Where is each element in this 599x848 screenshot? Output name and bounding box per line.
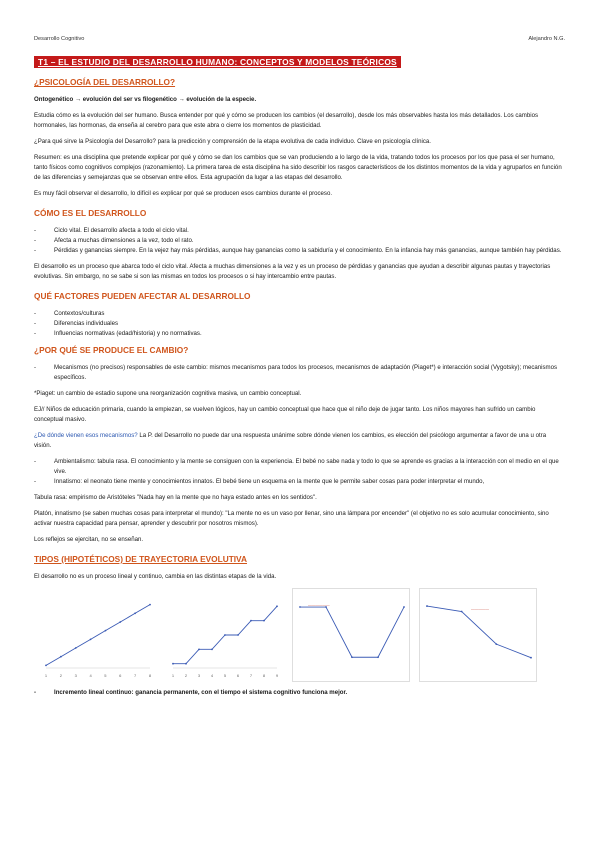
- list: [34, 457, 565, 487]
- paragraph: Es muy fácil observar el desarrollo, lo difícil es explicar por qué se producen esos cambios durante el proceso.: [34, 190, 333, 197]
- x-tick-label: 6: [236, 673, 240, 678]
- chart-u-shape: [292, 588, 410, 682]
- chart-decline: [419, 588, 537, 682]
- series-line: [427, 606, 531, 658]
- data-point: [60, 656, 62, 658]
- x-tick-label: 6: [119, 673, 122, 678]
- chart-svg-1: [165, 588, 283, 682]
- data-point: [403, 606, 405, 608]
- x-tick-label: 5: [223, 673, 227, 678]
- series-line: [300, 607, 404, 657]
- section-heading-como-es: CÓMO ES EL DESARROLLO: [34, 208, 147, 218]
- paragraph: Resumen: es una disciplina que pretende explicar por qué y cómo se dan los cambios que se van produciendo a lo largo de la vida, tratando todos los procesos por los que pasa el ser humano, tanto físicos como cognitivos complejos (razonamiento). La primera tarea de esta disciplina ha sido describir los rasgos característicos de los distintos momentos de la vida y agruparlos en función de las diferencias y semejanzas que se observan entre ellos. Esta agrupación da lugar a las etapas del desarrollo.: [34, 154, 562, 181]
- data-point: [75, 647, 77, 649]
- trajectory-charts: [34, 588, 565, 682]
- list-item: - Innatismo: el neonato tiene mente y conocimientos innatos. El bebé tiene un esquema en la mente que le permite saber cosas para poder interpretar el mundo,: [34, 477, 565, 487]
- x-tick-label: 2: [184, 673, 188, 678]
- list-item: - Contextos/culturas: [34, 309, 565, 319]
- list-item: - Incremento lineal continuo: ganancia permanente, con el tiempo el sistema cognitivo funciona mejor.: [34, 688, 565, 698]
- section-heading-factores: QUÉ FACTORES PUEDEN AFECTAR AL DESARROLLO: [34, 291, 251, 301]
- list-item: - Ambientalismo: tabula rasa. El conocimiento y la mente se consiguen con la experiencia. El bebé no sabe nada y todo lo que se aprende es gracias a la interacción con el medio en el que vive.: [34, 457, 565, 477]
- x-tick-label: 3: [74, 673, 77, 678]
- chart-linear: [38, 588, 156, 682]
- data-point: [276, 605, 278, 607]
- paragraph: EJ// Niños de educación primaria, cuando la empiezan, se vuelven lógicos, hay un cambio conceptual que hace que el niño deje de jugar tanto. Los niños mayores han sufrido un cambio conceptual masivo.: [34, 406, 536, 423]
- x-tick-label: 8: [148, 673, 152, 678]
- data-point: [224, 634, 226, 636]
- list-item: - Ciclo vital. El desarrollo afecta a todo el ciclo vital.: [34, 226, 565, 236]
- data-point: [299, 606, 301, 608]
- chart-svg-0: [38, 588, 156, 682]
- section-heading-cambio: ¿POR QUÉ SE PRODUCE EL CAMBIO?: [34, 345, 189, 355]
- question-text: La P. del Desarrollo no puede dar una respuesta unánime sobre dónde vienen los cambios, es elección del psicólogo argumentar a favor de una u otra visión.: [34, 432, 547, 449]
- legend-label: —————: [471, 607, 489, 611]
- data-point: [172, 663, 174, 665]
- question-link: ¿De dónde vienen esos mecanismos?: [34, 432, 138, 439]
- paragraph: [34, 431, 565, 451]
- data-point: [461, 611, 463, 613]
- data-point: [90, 638, 92, 640]
- data-point: [119, 621, 121, 623]
- header-course: Desarrollo Cognitivo: [34, 36, 85, 42]
- x-tick-label: 3: [197, 673, 201, 678]
- chart-svg-3: [419, 588, 537, 682]
- list: [34, 363, 565, 383]
- chart-svg-2: [292, 588, 410, 682]
- section-heading-trayectoria: TIPOS (HIPOTÉTICOS) DE TRAYECTORIA EVOLUTIVA: [34, 554, 247, 564]
- document-title: T1 – EL ESTUDIO DEL DESARROLLO HUMANO: CONCEPTOS Y MODELOS TEÓRICOS: [34, 56, 401, 68]
- paragraph: ¿Para qué sirve la Psicología del Desarrollo? para la predicción y comprensión de la etapa evolutiva de cada individuo. Clave en psicología clínica.: [34, 138, 431, 145]
- data-point: [250, 620, 252, 622]
- data-point: [45, 664, 47, 666]
- data-point: [263, 620, 265, 622]
- x-tick-label: 4: [89, 673, 92, 678]
- x-tick-label: 1: [44, 673, 48, 678]
- list-item: - Influencias normativas (edad/historia) y no normativas.: [34, 329, 565, 339]
- data-point: [149, 604, 151, 606]
- paragraph: Los reflejos se ejercitan, no se enseñan.: [34, 536, 144, 543]
- x-tick-label: 7: [134, 673, 137, 678]
- data-point: [426, 605, 428, 607]
- list-item: - Mecanismos (no precisos) responsables de este cambio: mismos mecanismos para todos los procesos, mecanismos de adaptación (Piaget*) e interacción social (Vygotsky); mecanismos específicos.: [34, 363, 565, 383]
- data-point: [237, 634, 239, 636]
- paragraph: El desarrollo es un proceso que abarca todo el ciclo vital. Afecta a muchas dimensiones a la vez y es un proceso de pérdidas y ganancias que ayudan a describir algunas pautas y trayectorias evolutivas. Sin embargo, no se sabe si son las mismas en todos los procesos o si hay intercambio entre pautas.: [34, 263, 551, 280]
- paragraph: *Piaget: un cambio de estadio supone una reorganización cognitiva masiva, un cambio conceptual.: [34, 390, 302, 397]
- x-tick-label: 8: [262, 673, 266, 678]
- x-tick-label: 7: [249, 673, 253, 678]
- data-point: [530, 657, 532, 659]
- paragraph: Estudia cómo es la evolución del ser humano. Busca entender por qué y cómo se producen los cambios (el desarrollo), desde los más observables hasta los más detallados. Los cambios hormonales, las hormonas, da enseña al cerebro para que este abra o cierre los momentos de plasticidad.: [34, 112, 539, 129]
- chart-stepwise: [165, 588, 283, 682]
- list: [34, 309, 565, 339]
- x-tick-label: 9: [275, 673, 279, 678]
- x-tick-label: 1: [171, 673, 175, 678]
- list: [34, 688, 565, 698]
- section-heading-psicologia: ¿PSICOLOGÍA DEL DESARROLLO?: [34, 77, 176, 87]
- x-tick-label: 2: [59, 673, 62, 678]
- data-point: [185, 663, 187, 665]
- data-point: [495, 643, 497, 645]
- data-point: [105, 630, 107, 632]
- data-point: [134, 612, 136, 614]
- list-item: - Diferencias individuales: [34, 319, 565, 329]
- legend-label: ——————: [308, 603, 330, 607]
- data-point: [198, 648, 200, 650]
- data-point: [351, 656, 353, 658]
- paragraph: Ontogenético → evolución del ser vs filogenético → evolución de la especie.: [34, 96, 257, 103]
- header-author: Alejandro N.G.: [528, 36, 565, 42]
- paragraph: Tabula rasa: empirismo de Aristóteles "Nada hay en la mente que no haya estado antes en los sentidos".: [34, 494, 317, 501]
- data-point: [377, 656, 379, 658]
- paragraph: El desarrollo no es un proceso lineal y continuo, cambia en las distintas etapas de la vida.: [34, 573, 277, 580]
- paragraph: Platón, innatismo (se saben muchas cosas para interpretar el mundo): "La mente no es un vaso por llenar, sino una lámpara por encender" (el objetivo no es solo acumular conocimiento, sino activar nuestra capacidad para pensar, aprender y descubrir por nosotros mismos).: [34, 510, 549, 527]
- document-body: [34, 52, 565, 704]
- list-item: - Afecta a muchas dimensiones a la vez, todo el rato.: [34, 236, 565, 246]
- x-tick-label: 5: [104, 673, 107, 678]
- list-item: - Pérdidas y ganancias siempre. En la vejez hay más pérdidas, aunque hay ganancias como la sabiduría y el conocimiento. En la infancia hay más ganancias, aunque también hay pérdidas.: [34, 246, 565, 256]
- x-tick-label: 4: [210, 673, 214, 678]
- data-point: [211, 648, 213, 650]
- list: [34, 226, 565, 256]
